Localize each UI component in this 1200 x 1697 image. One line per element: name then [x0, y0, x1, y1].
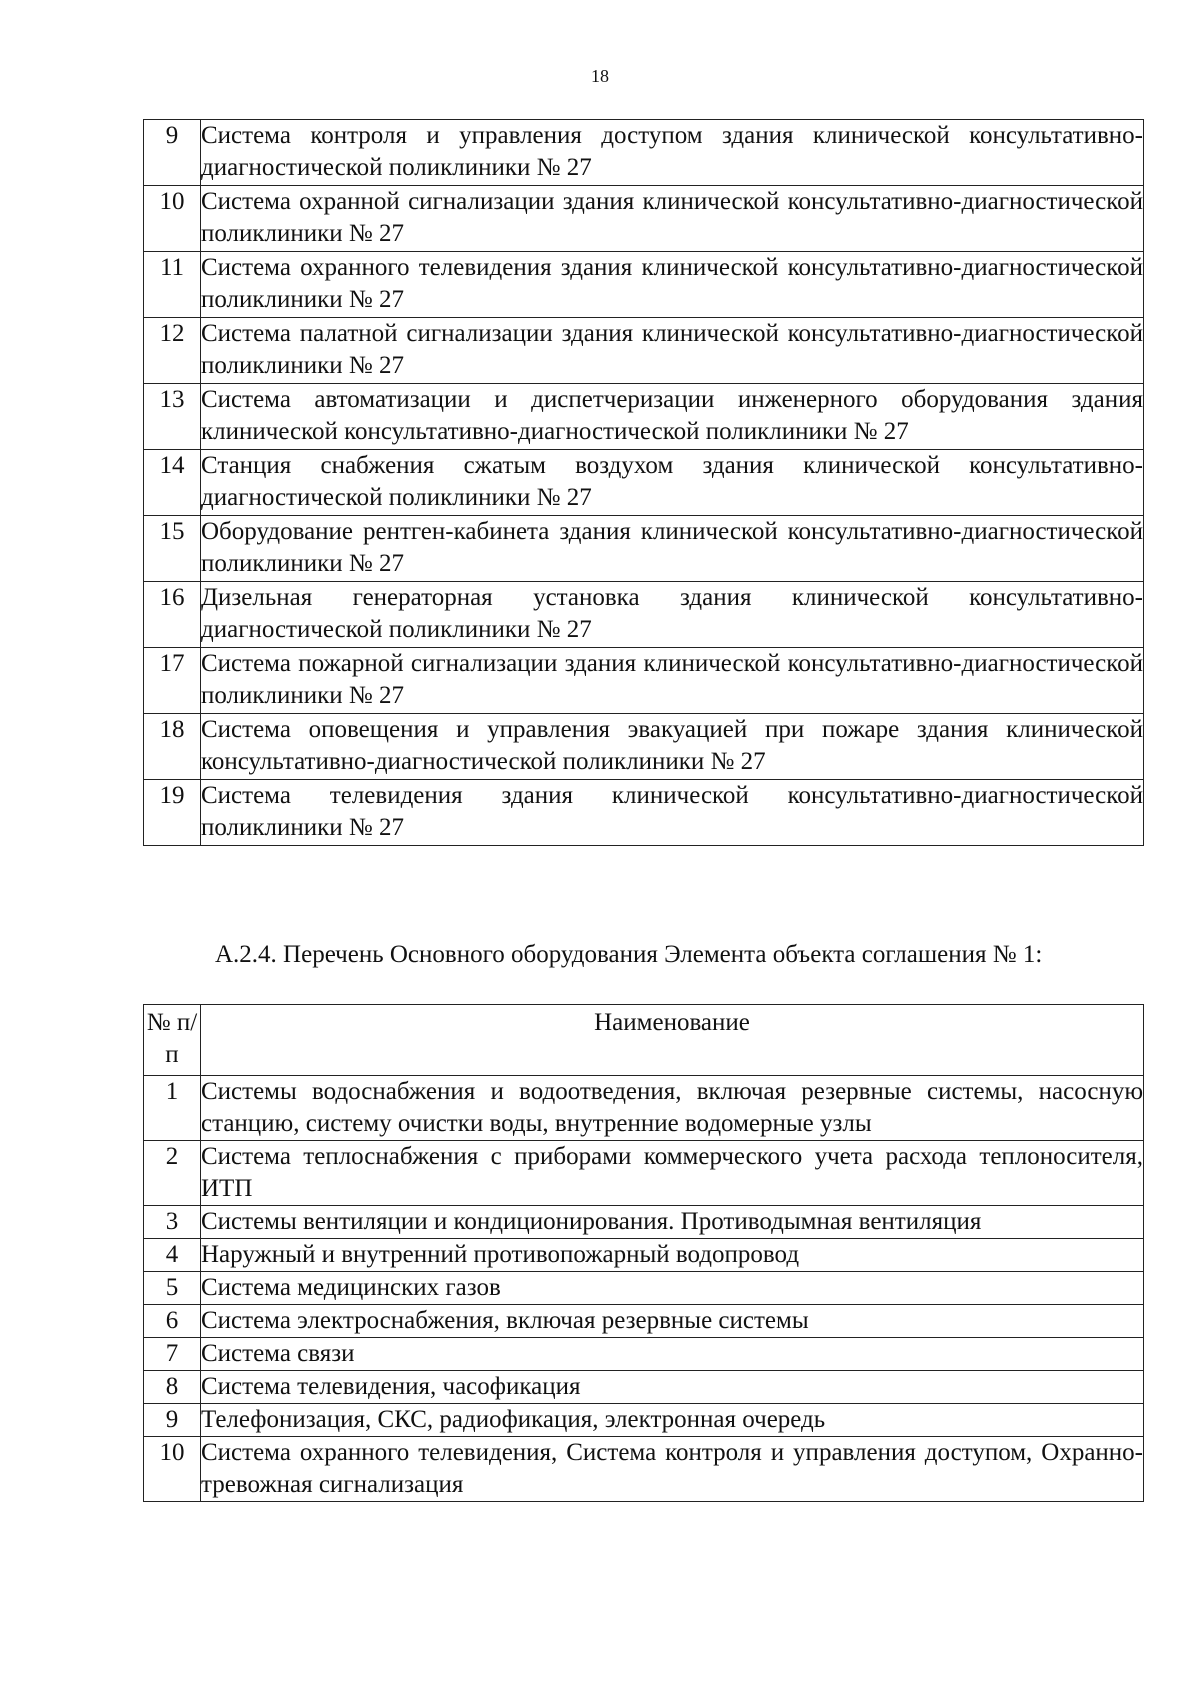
row-name: Система автоматизации и диспетчеризации инженерного оборудования здания клинической консультативно-диагностической поликлиники № 27 [201, 384, 1144, 450]
table-row [144, 1338, 1144, 1371]
row-name: Система охранной сигнализации здания клинической консультативно-диагностической поликлиники № 27 [201, 186, 1144, 252]
table-row [144, 384, 1144, 450]
row-name: Система охранного телевидения, Система контроля и управления доступом, Охранно-тревожная сигнализация [201, 1437, 1144, 1502]
table-row [144, 1272, 1144, 1305]
table-row [144, 120, 1144, 186]
row-number: 6 [144, 1305, 201, 1338]
row-number: 17 [144, 648, 201, 714]
row-number: 12 [144, 318, 201, 384]
row-name: Система контроля и управления доступом здания клинической консультативно-диагностической поликлиники № 27 [201, 120, 1144, 186]
row-number: 8 [144, 1371, 201, 1404]
row-name: Система связи [201, 1338, 1144, 1371]
table-row [144, 1076, 1144, 1141]
row-number: 7 [144, 1338, 201, 1371]
row-number: 9 [144, 1404, 201, 1437]
row-name: Станция снабжения сжатым воздухом здания клинической консультативно-диагностической поликлиники № 27 [201, 450, 1144, 516]
row-number: 15 [144, 516, 201, 582]
row-name: Дизельная генераторная установка здания клинической консультативно-диагностической поликлиники № 27 [201, 582, 1144, 648]
table-row [144, 714, 1144, 780]
row-name: Системы вентиляции и кондиционирования. Противодымная вентиляция [201, 1206, 1144, 1239]
row-name: Система телевидения, часофикация [201, 1371, 1144, 1404]
row-number: 11 [144, 252, 201, 318]
row-name: Система охранного телевидения здания клинической консультативно-диагностической поликлиники № 27 [201, 252, 1144, 318]
table-row [144, 516, 1144, 582]
row-number: 13 [144, 384, 201, 450]
table-row [144, 252, 1144, 318]
header-number: № п/п [144, 1005, 201, 1076]
row-name: Системы водоснабжения и водоотведения, включая резервные системы, насосную станцию, систему очистки воды, внутренние водомерные узлы [201, 1076, 1144, 1141]
row-number: 10 [144, 186, 201, 252]
row-name: Система палатной сигнализации здания клинической консультативно-диагностической поликлиники № 27 [201, 318, 1144, 384]
row-number: 4 [144, 1239, 201, 1272]
table-row [144, 318, 1144, 384]
row-number: 14 [144, 450, 201, 516]
table-row [144, 582, 1144, 648]
table-header-row [144, 1005, 1144, 1076]
row-name: Система электроснабжения, включая резервные системы [201, 1305, 1144, 1338]
row-number: 10 [144, 1437, 201, 1502]
row-number: 1 [144, 1076, 201, 1141]
row-name: Телефонизация, СКС, радиофикация, электронная очередь [201, 1404, 1144, 1437]
page-number: 18 [591, 66, 609, 86]
table-row [144, 1141, 1144, 1206]
equipment-table [143, 1004, 1144, 1502]
table-row [144, 1305, 1144, 1338]
table-row [144, 1437, 1144, 1502]
section-heading: А.2.4. Перечень Основного оборудования Элемента объекта соглашения № 1: [215, 941, 1043, 968]
row-number: 2 [144, 1141, 201, 1206]
row-name: Система медицинских газов [201, 1272, 1144, 1305]
table-row [144, 1239, 1144, 1272]
row-name: Система оповещения и управления эвакуацией при пожаре здания клинической консультативно-диагностической поликлиники № 27 [201, 714, 1144, 780]
header-name: Наименование [201, 1005, 1144, 1076]
row-name: Наружный и внутренний противопожарный водопровод [201, 1239, 1144, 1272]
table-row [144, 780, 1144, 846]
table-row [144, 450, 1144, 516]
row-name: Система теплоснабжения с приборами коммерческого учета расхода теплоносителя, ИТП [201, 1141, 1144, 1206]
row-name: Система телевидения здания клинической консультативно-диагностической поликлиники № 27 [201, 780, 1144, 846]
table-row [144, 648, 1144, 714]
row-number: 16 [144, 582, 201, 648]
row-number: 18 [144, 714, 201, 780]
table-row [144, 1371, 1144, 1404]
row-number: 19 [144, 780, 201, 846]
row-name: Система пожарной сигнализации здания клинической консультативно-диагностической поликлиники № 27 [201, 648, 1144, 714]
row-number: 5 [144, 1272, 201, 1305]
row-number: 9 [144, 120, 201, 186]
row-name: Оборудование рентген-кабинета здания клинической консультативно-диагностической поликлиники № 27 [201, 516, 1144, 582]
table-row [144, 1404, 1144, 1437]
table-row [144, 1206, 1144, 1239]
row-number: 3 [144, 1206, 201, 1239]
systems-table-continued [143, 119, 1144, 846]
table-row [144, 186, 1144, 252]
